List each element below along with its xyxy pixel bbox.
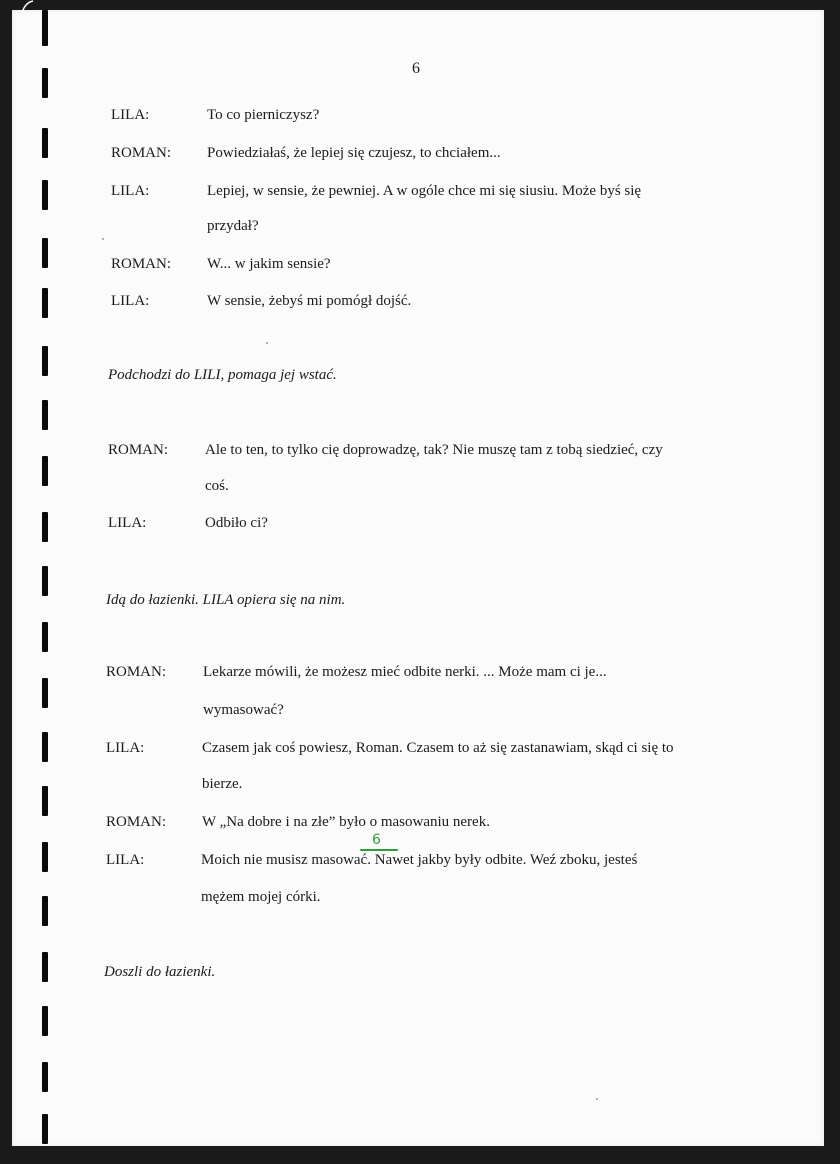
dialogue-line: Odbiło ci?: [205, 515, 268, 531]
binder-mark: [42, 566, 48, 596]
scan-speck: [102, 238, 104, 240]
speaker-name: LILA:: [111, 293, 150, 309]
binder-mark: [42, 622, 48, 652]
speaker-name: LILA:: [111, 183, 150, 199]
speaker-name: ROMAN:: [106, 664, 167, 680]
page-number: 6: [412, 60, 420, 77]
binder-mark: [42, 456, 48, 486]
dialogue-line: To co pierniczysz?: [207, 107, 320, 123]
binder-mark: [42, 1062, 48, 1092]
speaker-name: ROMAN:: [108, 442, 169, 458]
stage-direction: Podchodzi do LILI, pomaga jej wstać.: [108, 367, 337, 383]
speaker-name: LILA:: [106, 852, 145, 868]
binder-mark: [42, 512, 48, 542]
speaker-name: ROMAN:: [111, 145, 172, 161]
binder-mark: [42, 842, 48, 872]
binder-mark: [42, 288, 48, 318]
scan-speck: [266, 342, 268, 344]
dialogue-line: Lepiej, w sensie, że pewniej. A w ogóle chce mi się siusiu. Może byś się: [207, 183, 642, 199]
binder-mark: [42, 1006, 48, 1036]
dialogue-line: W „Na dobre i na złe” było o masowaniu nerek.: [202, 814, 490, 830]
binder-mark: [42, 180, 48, 210]
dialogue-line: Powiedziałaś, że lepiej się czujesz, to chciałem...: [207, 145, 501, 161]
binder-mark: [42, 10, 48, 46]
dialogue-line: bierze.: [202, 776, 243, 792]
dialogue-line: wymasować?: [203, 702, 284, 718]
speaker-name: ROMAN:: [111, 256, 172, 272]
dialogue-line: Lekarze mówili, że możesz mieć odbite nerki. ... Może mam ci je...: [203, 664, 607, 680]
binder-mark: [42, 786, 48, 816]
binder-mark: [42, 128, 48, 158]
binder-mark: [42, 678, 48, 708]
binder-mark: [42, 238, 48, 268]
handwritten-annotation: 6: [372, 832, 381, 848]
corner-fold-mark: [20, 0, 34, 14]
dialogue-line: mężem mojej córki.: [201, 889, 321, 905]
scan-speck: [596, 1098, 598, 1100]
dialogue-line: W sensie, żebyś mi pomógł dojść.: [207, 293, 412, 309]
speaker-name: LILA:: [108, 515, 147, 531]
dialogue-line: Ale to ten, to tylko cię doprowadzę, tak? Nie muszę tam z tobą siedzieć, czy: [205, 442, 663, 458]
stage-direction: Idą do łazienki. LILA opiera się na nim.: [106, 592, 346, 608]
binder-mark: [42, 346, 48, 376]
dialogue-line: coś.: [205, 478, 229, 494]
binder-mark: [42, 1114, 48, 1144]
speaker-name: LILA:: [111, 107, 150, 123]
stage-direction: Doszli do łazienki.: [104, 964, 216, 980]
binder-mark: [42, 896, 48, 926]
binder-mark: [42, 68, 48, 98]
binder-mark: [42, 400, 48, 430]
annotation-underline: [360, 849, 398, 851]
speaker-name: LILA:: [106, 740, 145, 756]
binder-mark: [42, 732, 48, 762]
dialogue-line: W... w jakim sensie?: [207, 256, 331, 272]
dialogue-line: Moich nie musisz masować. Nawet jakby były odbite. Weź zboku, jesteś: [201, 852, 638, 868]
dialogue-line: przydał?: [207, 218, 259, 234]
binder-mark: [42, 952, 48, 982]
speaker-name: ROMAN:: [106, 814, 167, 830]
dialogue-line: Czasem jak coś powiesz, Roman. Czasem to aż się zastanawiam, skąd ci się to: [202, 740, 674, 756]
